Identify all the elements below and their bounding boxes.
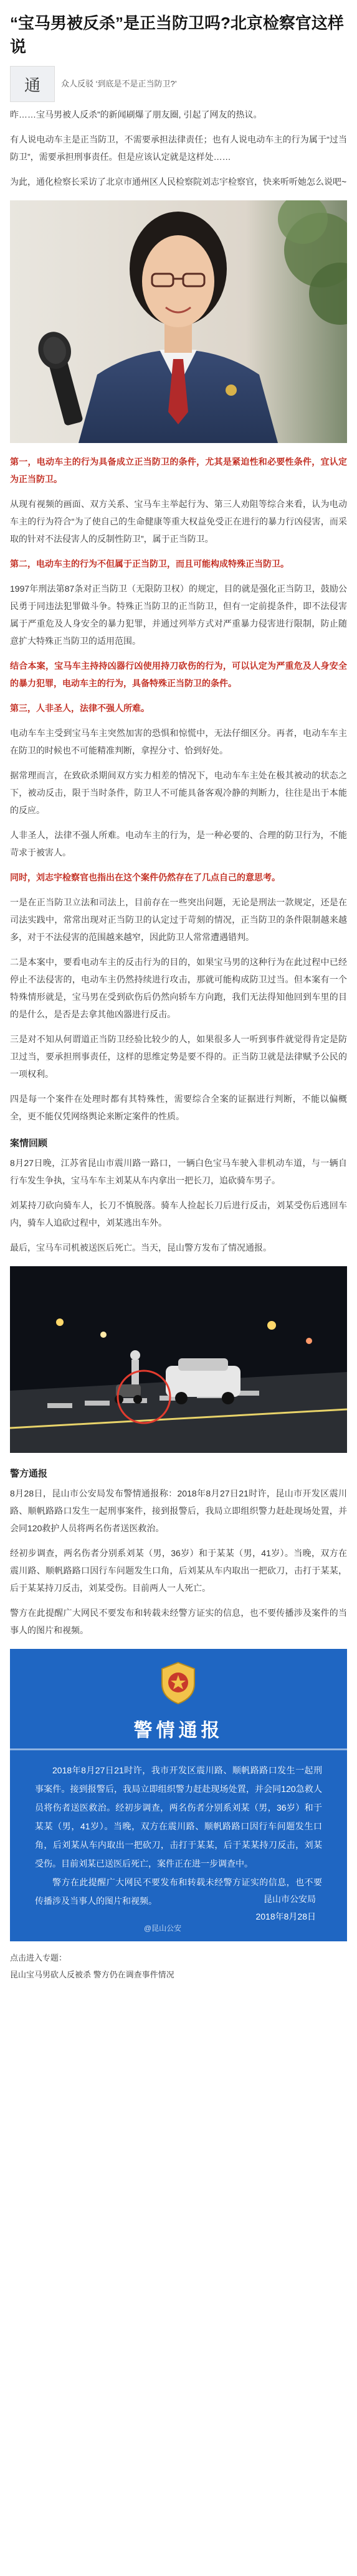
police-badge-icon <box>158 1661 198 1705</box>
case-review-heading: 案情回顾 <box>10 1138 48 1149</box>
point-3-heading-text: 第三，人非圣人，法律不强人所难。 <box>10 703 150 713</box>
point-1-heading-text: 第一，电动车主的行为具备成立正当防卫的条件，尤其是紧迫性和必要性条件，宜认定为正当防卫。 <box>10 457 347 484</box>
topic-entry-label: 点击进入专题： <box>10 1953 67 1962</box>
intro-paragraph-1: 昨……宝马男被人反杀”的新闻刷爆了朋友圈, 引起了网友的热议。 <box>10 110 262 119</box>
notice-body <box>35 1761 322 1910</box>
detail-paragraph-2: 二是本案中，要看电动车主的反击行为的目的，如果宝马男的这种行为在此过程中已经停止不法侵害的，电动车主仍然持续进行攻击，那就可能构成防卫过当。但本案有一个特殊情形就是，宝马男在受到砍伤后仍然向轿车方向跑，我们无法得知他回到车里的目的是什么，是否是去拿其他凶器进行反击。 <box>10 957 347 1019</box>
thumbnail-label: 通 <box>24 75 40 95</box>
point-3-heading <box>0 696 357 721</box>
police-paragraph-1: 8月28日，昆山市公安局发布警情通报称：2018年8月27日21时许，昆山市开发区震川路、顺帆路路口发生一起刑事案件，接到报警后，我局立即组织警力赶赴现场处置，并会同120救护人员将两名伤者送医救治。 <box>10 1488 347 1533</box>
article-title: “宝马男被反杀”是正当防卫吗?北京检察官这样说 <box>10 14 344 56</box>
point-2-heading <box>0 551 357 576</box>
point-3-body-c: 人非圣人，法律不强人所难。电动车主的行为，是一种必要的、合理的防卫行为，不能苛求于被害人。 <box>10 830 347 857</box>
detail-paragraph-4: 四是每一个案件在处理时都有其特殊性，需要综合全案的证据进行判断，不能以偏概全，更不能仅凭网络舆论来断定案件的性质。 <box>10 1094 347 1121</box>
notice-body-paragraph-1: 2018年8月27日21时许，我市开发区震川路、顺帆路路口发生一起刑事案件。接到报警后，我局立即组织警力赶赴现场处置，并会同120急救人员将伤者送医救治。经初步调查，两名伤者分别系刘某（男，36岁）和于某某（男，41岁）。当晚，双方在震川路、顺帆路路口因行车问题发生口角，后刘某从车内取出一把砍刀，击打于某某，后于某某持刀反击，刘某受伤。目前刘某已送医后死亡，案件正在进一步调查中。 <box>35 1765 322 1869</box>
point-3-body-b: 据常理而言，在致砍杀期间双方实力相差的情况下，电动车车主处在极其被动的状态之下，被动反击，限于当时条件，防卫人不可能具备客观冷静的判断力，往往是出于本能的反应。 <box>10 770 347 815</box>
point-2-body-b-text: 结合本案，宝马车主持持凶器行凶使用持刀砍伤的行为，可以认定为严重危及人身安全的暴力犯罪，电动车主的行为，具备特殊正当防卫的条件。 <box>10 661 347 688</box>
question-paragraph <box>0 865 357 890</box>
police-report-heading: 警方通报 <box>10 1468 48 1479</box>
notice-title: 警情通报 <box>133 1720 224 1741</box>
intro-paragraph-3: 为此，通化检察长采访了北京市通州区人民检察院刘志宇检察官，快来听听她怎么说吧~ <box>10 177 347 187</box>
intro-tag: 众人反驳 ‘到底是不是正当防卫?’ <box>61 79 177 88</box>
police-notice-image <box>10 1649 347 1941</box>
point-1-body: 从现有视频的画面、双方关系、宝马车主举起行为、第三人劝阻等综合来看，认为电动车主的行为符合“为了使自己的生命健康等重大权益免受正在进行的暴力行凶侵害，而采取的针对不法侵害人的反制性防卫”，属于正当防卫。 <box>10 499 347 544</box>
point-1-heading <box>0 449 357 492</box>
topic-link[interactable]: 昆山宝马男砍人反被杀 警方仍在调查事件情况 <box>10 1970 174 1979</box>
detail-paragraph-3: 三是对不知从何谓道正当防卫经验比较少的人，如果很多人一听到事件就觉得肯定是防卫过当，要承担刑事责任，这样的思维定势是要不得的。正当防卫就是法律赋予公民的一项权利。 <box>10 1034 347 1079</box>
police-paragraph-2: 经初步调查，两名伤者分别系刘某（男，36岁）和于某某（男，41岁）。当晚，双方在震川路、顺帆路路口因行车问题发生口角，后刘某从车内取出一把砍刀，击打于某某，后于某某持刀反击，刘某受伤。目前两人一人死亡。 <box>10 1548 347 1593</box>
surveillance-video-frame[interactable] <box>10 1266 347 1453</box>
case-paragraph-3: 最后，宝马车司机被送医后死亡。当天，昆山警方发布了情况通报。 <box>10 1243 272 1253</box>
detail-paragraph-1: 一是在正当防卫立法和司法上，目前存在一些突出问题，无论是刑法一款规定，还是在司法实践中，常常出现对正当防卫的认定过于苛刻的情况，正当防卫的条件限制越来越多，对于不法侵害的范围越来越窄，因此防卫人常常遭遇错判。 <box>10 897 347 942</box>
notice-organization: 昆山市公安局 <box>264 1894 316 1904</box>
point-2-body-a: 1997年刑法第87条对正当防卫（无限防卫权）的规定，目的就是强化正当防卫，鼓励公民勇于同违法犯罪做斗争。特殊正当防卫的正当防卫，但有一定前提条件，即不法侵害属于严重危及人身安全的暴力犯罪，并通过列举方式对严重暴力侵害进行限制，防止随意扩大特殊正当防卫的适用范围。 <box>10 584 347 646</box>
intro-thumbnail[interactable] <box>10 66 55 102</box>
intro-block <box>0 62 357 102</box>
question-paragraph-text: 同时，刘志宇检察官也指出在这个案件仍然存在了几点自己的意思考。 <box>10 872 280 882</box>
notice-watermark: @昆山公安 <box>144 1924 182 1933</box>
prosecutor-portrait <box>10 200 347 443</box>
notice-divider <box>10 1748 347 1750</box>
notice-body-paragraph-2: 警方在此提醒广大网民不要发布和转载未经警方证实的信息，也不要传播涉及当事人的图片和视频。 <box>35 1877 322 1906</box>
notice-date: 2018年8月28日 <box>255 1911 316 1921</box>
point-2-heading-text: 第二，电动车主的行为不但属于正当防卫，而且可能构成特殊正当防卫。 <box>10 559 289 569</box>
point-2-body-b <box>0 653 357 696</box>
police-paragraph-3: 警方在此提醒广大网民不要发布和转载未经警方证实的信息，也不要传播涉及案件的当事人的图片和视频。 <box>10 1608 347 1635</box>
case-paragraph-2: 刘某持刀砍向骑车人，长刀不慎脱落。骑车人捡起长刀后进行反击，刘某受伤后逃回车内，骑车人追砍过程中，刘某逃出车外。 <box>10 1200 347 1228</box>
point-3-body-a: 电动车车主受到宝马车主突然加害的恐惧和惊慌中，无法仔细区分。再者，电动车车主在防卫的时候也不可能精准判断，拿捏分寸、恰到好处。 <box>10 728 347 755</box>
intro-paragraph-2: 有人说电动车主是正当防卫，不需要承担法律责任；也有人说电动车主的行为属于“过当防卫”，需要承担刑事责任。但是应该认定就是这样处…… <box>10 134 347 162</box>
case-paragraph-1: 8月27日晚，江苏省昆山市震川路一路口，一辆白色宝马车驶入非机动车道，与一辆自行车发生争执，宝马车车主刘某从车内拿出一把长刀，追砍骑车男子。 <box>10 1158 347 1185</box>
